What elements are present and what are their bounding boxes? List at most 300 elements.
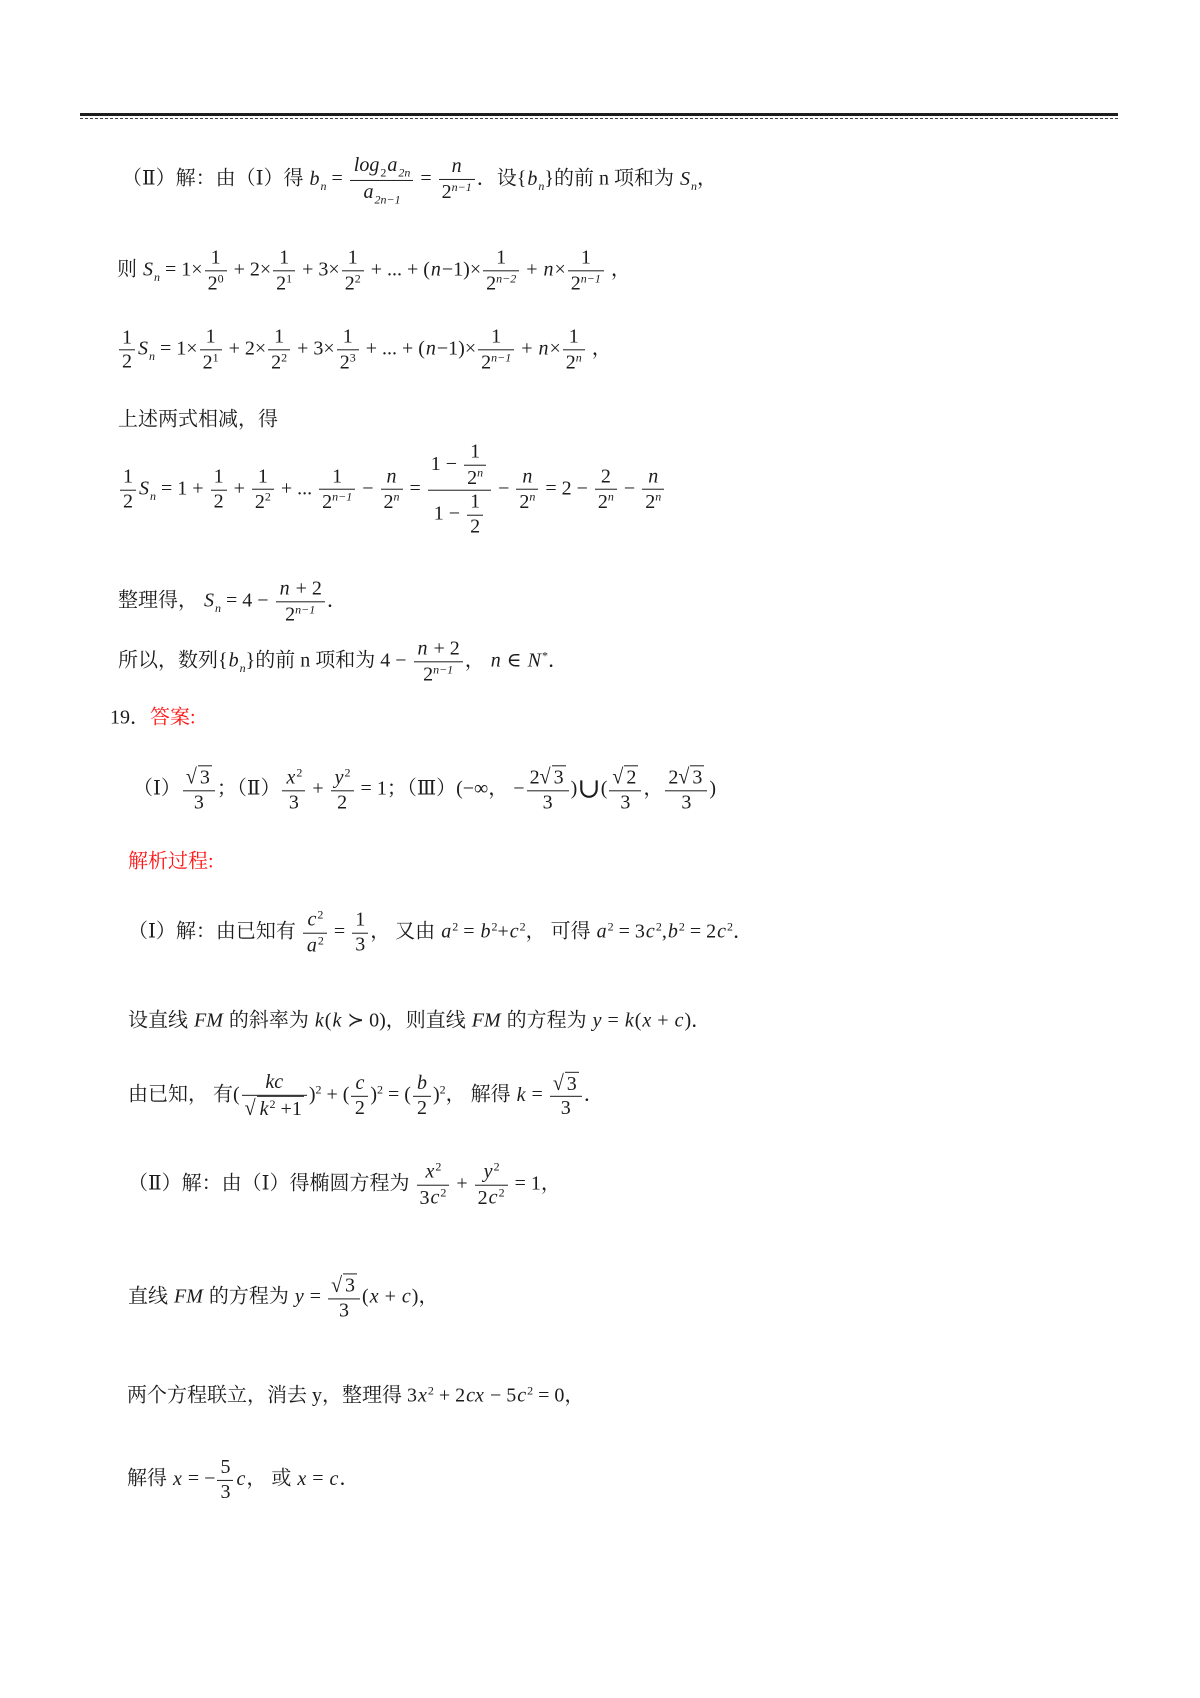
math-fraction bbox=[342, 246, 364, 295]
math-text: = bbox=[328, 920, 351, 943]
math-text: = 1× bbox=[160, 258, 203, 281]
math-superscript: 2 bbox=[344, 765, 351, 780]
math-fraction bbox=[464, 441, 486, 490]
math-text: 的斜率为 bbox=[223, 1009, 314, 1032]
math-var: x bbox=[297, 1467, 307, 1490]
math-text: 2 bbox=[207, 272, 218, 295]
math-fraction bbox=[183, 765, 215, 814]
math-var: c bbox=[517, 1384, 527, 1407]
red-label-text: 解析过程: bbox=[128, 850, 214, 873]
fraction-numerator bbox=[464, 441, 486, 465]
math-text: } bbox=[544, 167, 554, 190]
math-var: c bbox=[430, 1186, 440, 1209]
math-text: + bbox=[451, 1172, 473, 1195]
math-fraction bbox=[273, 246, 295, 295]
fraction-numerator bbox=[467, 491, 483, 515]
math-text: = bbox=[415, 167, 437, 190]
math-sqrt bbox=[186, 765, 212, 790]
math-text: 3 bbox=[681, 791, 692, 813]
fraction-numerator bbox=[475, 1160, 508, 1185]
math-text: + bbox=[497, 920, 509, 943]
math-text: 由已知， 有( bbox=[128, 1083, 240, 1106]
math-text: 1 bbox=[580, 246, 591, 269]
fraction-numerator bbox=[609, 765, 641, 790]
math-superscript: 2 bbox=[440, 1185, 447, 1200]
math-text: = 1× bbox=[155, 337, 198, 360]
math-text: = bbox=[526, 1083, 548, 1106]
math-superscript: n bbox=[477, 465, 484, 480]
math-text: = 2 bbox=[684, 920, 717, 943]
math-text: + bbox=[516, 337, 538, 360]
math-text: 19． bbox=[110, 706, 150, 729]
fraction-denominator bbox=[478, 349, 514, 375]
math-text: 3 bbox=[560, 1097, 571, 1119]
math-text: 2 bbox=[213, 490, 224, 513]
math-superscript: 2 bbox=[435, 1159, 442, 1174]
math-text: = 1；（Ⅲ）(−∞， − bbox=[355, 777, 525, 800]
fraction-numerator bbox=[200, 325, 222, 349]
math-text: 3 bbox=[553, 766, 564, 789]
fraction-numerator bbox=[273, 246, 295, 270]
fraction-numerator bbox=[642, 465, 664, 489]
math-text: 2 bbox=[477, 1186, 488, 1209]
math-fraction bbox=[282, 765, 305, 814]
math-text: 2 bbox=[470, 515, 481, 538]
fraction-numerator bbox=[217, 1456, 233, 1480]
math-var: b bbox=[309, 167, 320, 190]
math-superscript: 2 bbox=[527, 1383, 534, 1398]
fraction-numerator bbox=[351, 1072, 368, 1096]
math-text: ( bbox=[600, 777, 608, 800]
math-text: 1 − bbox=[430, 453, 463, 475]
math-var: log bbox=[353, 153, 380, 176]
math-text: − bbox=[618, 477, 641, 500]
line-combined-equation bbox=[127, 1383, 584, 1408]
fraction-denominator bbox=[417, 1185, 450, 1211]
math-text: −1)× bbox=[441, 258, 482, 281]
math-var: n bbox=[648, 465, 659, 488]
math-var: S bbox=[143, 258, 153, 281]
math-text: = ( bbox=[383, 1083, 411, 1106]
math-text: ． bbox=[583, 1083, 604, 1106]
math-text: 2 bbox=[416, 1096, 427, 1119]
line-bn-formula bbox=[122, 154, 717, 206]
math-var: x bbox=[425, 1160, 435, 1183]
math-superscript: n−1 bbox=[332, 489, 353, 504]
math-fraction bbox=[252, 465, 274, 514]
math-text: 3 bbox=[355, 933, 366, 956]
fraction-denominator bbox=[276, 601, 325, 627]
math-superscript: n bbox=[393, 489, 400, 504]
math-var: c bbox=[674, 1009, 684, 1032]
math-text: 2 bbox=[354, 1096, 365, 1119]
math-var: S bbox=[139, 477, 149, 500]
math-text: ． bbox=[732, 920, 753, 943]
fraction-denominator bbox=[550, 1096, 582, 1121]
math-text: 1 bbox=[122, 325, 132, 348]
math-text: )， bbox=[411, 1285, 439, 1308]
fraction-numerator bbox=[242, 1071, 307, 1095]
fraction-numerator bbox=[665, 765, 707, 790]
math-text: + bbox=[652, 1009, 674, 1032]
math-text: 2 bbox=[322, 491, 333, 514]
math-text: + ... bbox=[275, 477, 318, 500]
math-text: 1 bbox=[279, 246, 290, 269]
fraction-denominator bbox=[183, 790, 215, 815]
math-text: = 4 − bbox=[221, 589, 274, 612]
math-text: 2 bbox=[337, 791, 348, 814]
fraction-numerator bbox=[211, 466, 227, 490]
math-text: − 5 bbox=[484, 1384, 517, 1407]
math-text: + ... + ( bbox=[360, 337, 425, 360]
math-superscript: 2 bbox=[498, 1185, 505, 1200]
fraction-numerator bbox=[303, 908, 327, 933]
math-text: 的方程为 bbox=[501, 1009, 592, 1032]
math-text: （Ⅰ） bbox=[133, 777, 181, 800]
math-var: S bbox=[204, 589, 214, 612]
math-text: 2 bbox=[122, 350, 132, 373]
math-text: × bbox=[554, 258, 566, 281]
math-text: + 2× bbox=[223, 337, 267, 360]
fraction-denominator bbox=[350, 180, 414, 207]
math-text: ， bbox=[643, 777, 664, 800]
math-fraction bbox=[563, 325, 585, 374]
math-text: − bbox=[357, 477, 379, 500]
math-text: 2 bbox=[441, 181, 452, 204]
radical-sign-icon: √ bbox=[244, 1096, 256, 1121]
math-text: 3 bbox=[345, 1274, 356, 1297]
math-var: a bbox=[306, 934, 317, 957]
math-fraction bbox=[211, 466, 227, 514]
math-fraction bbox=[276, 577, 325, 626]
math-var: b bbox=[480, 920, 491, 943]
math-text: 1 bbox=[123, 465, 133, 488]
math-var: x bbox=[286, 766, 296, 789]
line-solve-k bbox=[128, 1071, 604, 1121]
math-text: ) bbox=[432, 1083, 440, 1106]
math-sqrt bbox=[245, 1095, 304, 1121]
fraction-denominator bbox=[563, 349, 585, 375]
math-superscript: 3 bbox=[349, 349, 356, 364]
line-q19-answers bbox=[133, 765, 716, 814]
math-text: 2 bbox=[519, 491, 530, 514]
math-text: 2 bbox=[597, 491, 608, 514]
math-text: 3 bbox=[339, 1299, 350, 1321]
math-superscript: 2 bbox=[296, 765, 303, 780]
math-fraction bbox=[120, 466, 136, 514]
math-var: c bbox=[645, 920, 655, 943]
math-text: 2 bbox=[486, 272, 497, 295]
math-fraction bbox=[527, 765, 569, 814]
math-text: ． bbox=[326, 589, 347, 612]
math-var: N bbox=[527, 649, 541, 672]
math-superscript: 2 bbox=[519, 919, 526, 934]
math-text: 2 bbox=[276, 272, 287, 295]
math-text: = 1， bbox=[509, 1172, 561, 1195]
math-text: 2 bbox=[254, 491, 265, 514]
math-var: cx bbox=[466, 1384, 484, 1407]
math-text: 2 bbox=[383, 491, 394, 514]
math-var: k bbox=[332, 1009, 342, 1032]
math-superscript: * bbox=[541, 648, 548, 663]
math-fraction bbox=[550, 1071, 582, 1120]
fraction-numerator bbox=[252, 465, 274, 489]
fraction-numerator bbox=[550, 1071, 582, 1096]
math-text: ∈ bbox=[501, 649, 527, 672]
math-var: y bbox=[334, 766, 344, 789]
math-superscript: n−1 bbox=[451, 179, 472, 194]
math-text: −1)× bbox=[436, 337, 477, 360]
math-text: 2 bbox=[423, 663, 434, 686]
math-superscript: 2 bbox=[493, 1159, 500, 1174]
radical-sign-icon: √ bbox=[552, 1071, 564, 1096]
math-sqrt bbox=[331, 1273, 357, 1298]
math-text: = bbox=[326, 167, 348, 190]
math-text: = bbox=[404, 477, 426, 500]
math-text: = 0， bbox=[533, 1384, 585, 1407]
math-text: 1 bbox=[213, 465, 224, 488]
math-var: FM bbox=[471, 1009, 501, 1032]
math-text: 1 bbox=[496, 246, 507, 269]
math-text: ， bbox=[464, 649, 490, 672]
math-text: + 3× bbox=[292, 337, 335, 360]
math-text: （Ⅰ）解：由已知有 bbox=[128, 920, 301, 943]
math-text: ) bbox=[370, 1083, 378, 1106]
fraction-numerator bbox=[478, 325, 514, 349]
math-var: a bbox=[387, 153, 398, 176]
math-var: b bbox=[527, 167, 538, 190]
fraction-numerator bbox=[414, 637, 463, 661]
fraction-denominator bbox=[268, 349, 290, 375]
fraction-denominator bbox=[609, 790, 641, 815]
math-text: ) bbox=[308, 1083, 316, 1106]
math-text: 1 bbox=[470, 440, 481, 463]
math-sqrt bbox=[540, 765, 566, 790]
fraction-numerator bbox=[350, 154, 414, 180]
math-superscript: 2 bbox=[317, 933, 324, 948]
math-text: ( bbox=[634, 1009, 642, 1032]
radical-body bbox=[690, 765, 704, 790]
math-text: 1 bbox=[332, 465, 343, 488]
math-fraction bbox=[414, 637, 463, 686]
math-fraction bbox=[417, 1160, 450, 1211]
fraction-numerator bbox=[183, 765, 215, 790]
fraction-denominator bbox=[351, 1096, 368, 1121]
math-fraction bbox=[467, 491, 483, 539]
fraction-numerator bbox=[120, 466, 136, 490]
fraction-numerator bbox=[342, 246, 364, 270]
math-var: k bbox=[314, 1009, 324, 1032]
math-superscript: 2 bbox=[264, 489, 271, 504]
math-text: 1 bbox=[347, 246, 358, 269]
math-var: n bbox=[425, 337, 436, 360]
math-var: c bbox=[236, 1467, 246, 1490]
math-text: + 3× bbox=[297, 258, 340, 281]
math-text: 3 bbox=[566, 1072, 577, 1095]
math-text: 2 bbox=[570, 272, 581, 295]
line-sum-conclusion bbox=[118, 637, 568, 686]
fraction-denominator bbox=[273, 270, 295, 296]
fraction-numerator bbox=[268, 325, 290, 349]
math-text: + bbox=[307, 777, 329, 800]
math-fraction bbox=[319, 465, 355, 514]
math-text: 1 bbox=[470, 491, 481, 514]
line-q19-answer-label bbox=[110, 706, 196, 731]
math-fraction bbox=[642, 465, 664, 514]
math-text: 3 bbox=[193, 791, 204, 813]
math-text: 解得 bbox=[127, 1467, 172, 1490]
fraction-denominator bbox=[413, 1096, 431, 1121]
math-text: ≻ 0)，则直线 bbox=[342, 1009, 471, 1032]
math-text: { bbox=[516, 167, 527, 190]
fraction-denominator bbox=[200, 349, 222, 375]
math-subscript: 2n−1 bbox=[374, 191, 401, 206]
math-text: 直线 bbox=[128, 1285, 173, 1308]
fraction-numerator bbox=[439, 155, 475, 179]
math-text: 所以，数列 bbox=[118, 649, 218, 672]
math-superscript: 2 bbox=[678, 919, 685, 934]
math-text: ) bbox=[709, 777, 717, 800]
fraction-denominator bbox=[352, 933, 368, 958]
fraction-denominator bbox=[381, 489, 403, 515]
math-subscript: n bbox=[154, 269, 160, 284]
math-text: = bbox=[304, 1285, 327, 1308]
math-var: x bbox=[642, 1009, 652, 1032]
math-text: } bbox=[245, 649, 256, 672]
radical-sign-icon: √ bbox=[185, 765, 197, 790]
fraction-denominator bbox=[217, 1480, 233, 1505]
math-text: 1 − bbox=[433, 502, 466, 525]
math-fraction bbox=[331, 765, 354, 814]
math-text: 3 bbox=[288, 791, 299, 814]
math-subscript: n bbox=[320, 178, 327, 193]
math-subscript: 2n bbox=[398, 165, 411, 180]
math-operator: ∪ bbox=[577, 773, 601, 805]
fraction-denominator bbox=[665, 790, 707, 815]
math-text: 1 bbox=[491, 325, 502, 348]
fraction-numerator bbox=[205, 246, 227, 270]
fraction-numerator bbox=[568, 246, 604, 270]
math-text: { bbox=[218, 649, 228, 672]
math-superscript: 2 bbox=[655, 919, 662, 934]
fraction-denominator bbox=[120, 490, 136, 515]
math-superscript: n bbox=[575, 349, 582, 364]
fraction-numerator bbox=[516, 465, 538, 489]
math-superscript: n−1 bbox=[491, 349, 512, 364]
fraction-denominator bbox=[282, 790, 305, 815]
fraction-denominator bbox=[414, 661, 463, 687]
math-superscript: 2 bbox=[491, 919, 498, 934]
fraction-denominator bbox=[467, 515, 483, 540]
fraction-denominator bbox=[483, 270, 519, 296]
math-text: 2 bbox=[565, 351, 576, 374]
fraction-numerator bbox=[483, 246, 519, 270]
math-var: y bbox=[592, 1009, 602, 1032]
math-text: 5 bbox=[220, 1455, 231, 1478]
math-superscript: 2 bbox=[452, 919, 459, 934]
fraction-denominator bbox=[464, 464, 486, 490]
math-var: c bbox=[509, 920, 519, 943]
math-var: FM bbox=[174, 1285, 203, 1308]
math-text: = 3 bbox=[613, 920, 645, 943]
math-text: 2 bbox=[271, 351, 282, 374]
math-superscript: 2 bbox=[281, 349, 288, 364]
math-var: y bbox=[483, 1160, 493, 1183]
math-text: 3 bbox=[620, 791, 631, 813]
fraction-numerator bbox=[595, 465, 617, 489]
math-var: n bbox=[490, 649, 501, 672]
math-superscript: 2 bbox=[315, 1082, 322, 1097]
math-fraction bbox=[439, 155, 475, 204]
math-text: ， bbox=[586, 337, 612, 360]
math-fraction bbox=[351, 1072, 368, 1120]
math-text: 2 bbox=[285, 603, 296, 626]
fraction-numerator bbox=[563, 325, 585, 349]
math-text: + bbox=[228, 477, 250, 500]
math-text: 2 bbox=[481, 351, 492, 374]
math-text: ；（Ⅱ） bbox=[216, 777, 281, 800]
line-subtract-note bbox=[118, 408, 278, 433]
fraction-numerator bbox=[119, 326, 135, 350]
radical-body bbox=[624, 765, 638, 790]
math-var: x bbox=[418, 1384, 427, 1407]
math-text: + ... + ( bbox=[365, 258, 430, 281]
math-subscript: n bbox=[150, 488, 156, 503]
math-var: x bbox=[369, 1285, 379, 1308]
math-fraction bbox=[516, 465, 538, 514]
math-text: 1 bbox=[342, 325, 353, 348]
math-var: n bbox=[417, 637, 428, 660]
math-fraction bbox=[352, 909, 368, 957]
math-text: 2 bbox=[202, 351, 213, 374]
math-text: 的前 n 项和为 4 − bbox=[255, 649, 412, 672]
math-superscript: n bbox=[655, 489, 662, 504]
math-subscript: n bbox=[215, 600, 221, 615]
math-text: ， 解得 bbox=[445, 1083, 516, 1106]
fraction-numerator bbox=[337, 325, 359, 349]
math-superscript: n−1 bbox=[580, 270, 601, 285]
math-text: , bbox=[661, 920, 667, 943]
math-text: 2 bbox=[123, 490, 133, 513]
math-text: ．设 bbox=[476, 167, 517, 190]
math-var: FM bbox=[194, 1009, 223, 1032]
math-var: a bbox=[363, 180, 374, 203]
math-var: c bbox=[488, 1186, 498, 1209]
math-text: + ( bbox=[321, 1083, 350, 1106]
math-fraction bbox=[483, 246, 519, 295]
math-text: × bbox=[549, 337, 561, 360]
line-half-sn-result bbox=[118, 441, 666, 540]
line-fm-equation bbox=[128, 1273, 438, 1322]
math-fraction bbox=[478, 325, 514, 374]
math-fraction bbox=[200, 325, 222, 374]
radical-body bbox=[552, 765, 566, 790]
math-fraction bbox=[381, 465, 403, 514]
math-superscript: n bbox=[607, 489, 614, 504]
fraction-numerator bbox=[331, 765, 354, 790]
math-fraction bbox=[328, 1273, 360, 1322]
math-text: ． bbox=[547, 649, 568, 672]
radical-body bbox=[343, 1273, 357, 1298]
fraction-denominator bbox=[642, 489, 664, 515]
math-text: ( bbox=[324, 1009, 332, 1032]
fraction-denominator bbox=[119, 350, 135, 375]
math-text: 1 bbox=[257, 465, 268, 488]
math-var: k bbox=[516, 1083, 526, 1106]
fraction-numerator bbox=[282, 765, 305, 790]
math-text: 2 bbox=[339, 351, 350, 374]
fraction-denominator bbox=[242, 1094, 307, 1121]
